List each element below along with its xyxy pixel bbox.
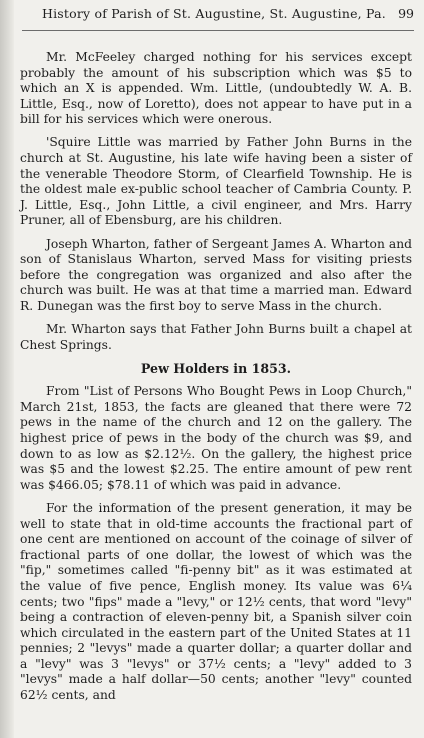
page-number: 99 [398,6,414,21]
header-rule [22,30,414,31]
running-head-title: History of Parish of St. Augustine, St. Augustine, Pa. [42,6,386,21]
section-heading: Pew Holders in 1853. [140,360,292,376]
paragraph: From "List of Persons Who Bought Pews in Loop Church," March 21st, 1853, the facts are gleaned that there were 72 pews in the name of the church and 12 on the gallery. The highest price of pews in the body of the church was $9, and down to as low as $2.12½. On the gallery, the highest price was $5 and the lowest $2.25. The entire amount of pew rent was $466.05; $78.11 of which was paid in advance. [20,384,412,492]
paragraph: Mr. Wharton says that Father John Burns built a chapel at Chest Springs. [20,322,412,352]
paragraph: Joseph Wharton, father of Sergeant James A. Wharton and son of Stanislaus Wharton, served Mass for visiting priests before the congregation was organized and also after the church was built. He was at that time a married man. Edward R. Dunegan was the first boy to serve Mass in the church. [20,236,412,313]
page-gutter-shadow [0,0,14,738]
running-header [24,6,414,24]
paragraph: For the information of the present generation, it may be well to state that in old-time accounts the fractional part of one cent are mentioned on account of the coinage of silver of fractional parts of one dollar, the lowest of which was the "fip," sometimes called "fi-penny bit" as it was estimated at the value of five pence, English money. Its value was 6¼ cents; two "fips" made a "levy," or 12½ cents, that word "levy" being a contraction of eleven-penny bit, a Spanish silver coin which circulated in the eastern part of the United States at 11 pennies; 2 "levys" made a quarter dollar; a quarter dollar and a "levy" was 3 "levys" or 37½ cents; a "levy" added to 3 "levys" made a half dollar—50 cents; another "levy" counted 62½ cents, and [20,500,412,703]
paragraph: Mr. McFeeley charged nothing for his services except probably the amount of his subscription which was $5 to which an X is appended. Wm. Little, (undoubtedly W. A. B. Little, Esq., now of Loretto), does not appear to have put in a bill for his services which were onerous. [20,50,412,127]
page-body [20,50,412,711]
paragraph: 'Squire Little was married by Father John Burns in the church at St. Augustine, his late wife having been a sister of the venerable Theodore Storm, of Clearfield Township. He is the oldest male ex-public school teacher of Cambria County. P. J. Little, Esq., John Little, a civil engineer, and Mrs. Harry Pruner, all of Ebensburg, are his children. [20,135,412,228]
